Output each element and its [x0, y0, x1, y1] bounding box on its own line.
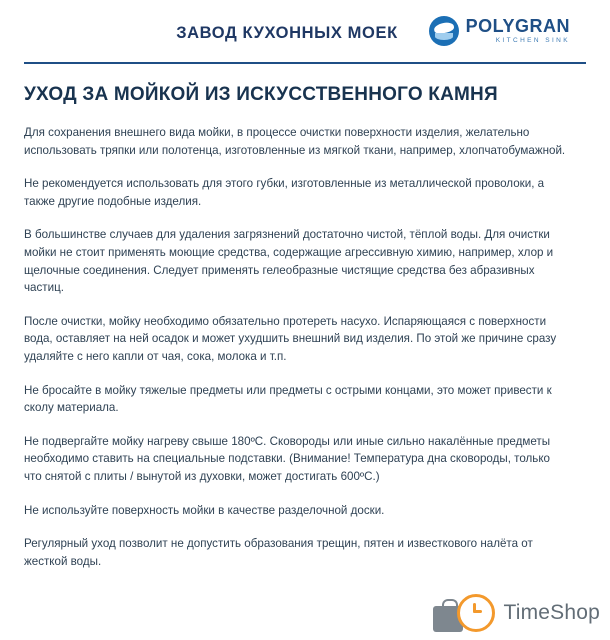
paragraph: В большинстве случаев для удаления загрязнений достаточно чистой, тёплой воды. Для очистки мойки не стоит применять моющие средства, содержащие агрессивную химию, например, хлор и щелочные соединения. Следует применять гелеобразные чистящие средства без абразивных частиц. [24, 228, 554, 295]
logo-brand-name: POLYGRAN [465, 16, 570, 37]
logo-tagline: KITCHEN SINK [495, 37, 570, 45]
polygran-logo [429, 16, 570, 46]
header-divider [24, 62, 586, 64]
logo-sink-icon [429, 16, 459, 46]
watermark-icons [433, 594, 495, 632]
paragraph: После очистки, мойку необходимо обязательно протереть насухо. Испаряющаяся с поверхности вода, оставляет на ней осадок и может ухудшить внешний вид изделия. По этой же причине сразу удаляйте с него капли от чая, сока, молока и т.п. [24, 314, 557, 363]
paragraph: Не рекомендуется использовать для этого губки, изготовленные из металлической проволоки, а также другие подобные изделия. [24, 177, 545, 208]
paragraph: Не используйте поверхность мойки в качестве разделочной доски. [24, 503, 385, 517]
paragraph: Для сохранения внешнего вида мойки, в процессе очистки поверхности изделия, желательно использовать тряпки или полотенца, изготовленные из мягкой ткани, например, хлопчатобумажной. [24, 126, 566, 157]
paragraph: Не подвергайте мойку нагреву свыше 180ºС. Сковороды или иные сильно накалённые предметы необходимо ставить на специальные подставки. (Внимание! Температура дна сковороды, только что снятой с плиты / вынутой из духовки, может достигать 600ºС.) [24, 434, 551, 483]
watermark-label: TimeShop [503, 601, 600, 624]
clock-icon [457, 594, 495, 632]
paragraph: Не бросайте в мойку тяжелые предметы или предметы с острыми концами, это может привести к сколу материала. [24, 383, 552, 415]
logo-text-block [466, 17, 570, 45]
header-title: ЗАВОД КУХОННЫХ МОЕК [176, 23, 398, 42]
paragraph: Регулярный уход позволит не допустить образования трещин, пятен и известкового налёта от жесткой воды. [24, 537, 533, 568]
watermark [433, 594, 600, 632]
page-title: УХОД ЗА МОЙКОЙ ИЗ ИСКУССТВЕННОГО КАМНЯ [24, 84, 498, 105]
page-header [24, 0, 586, 58]
